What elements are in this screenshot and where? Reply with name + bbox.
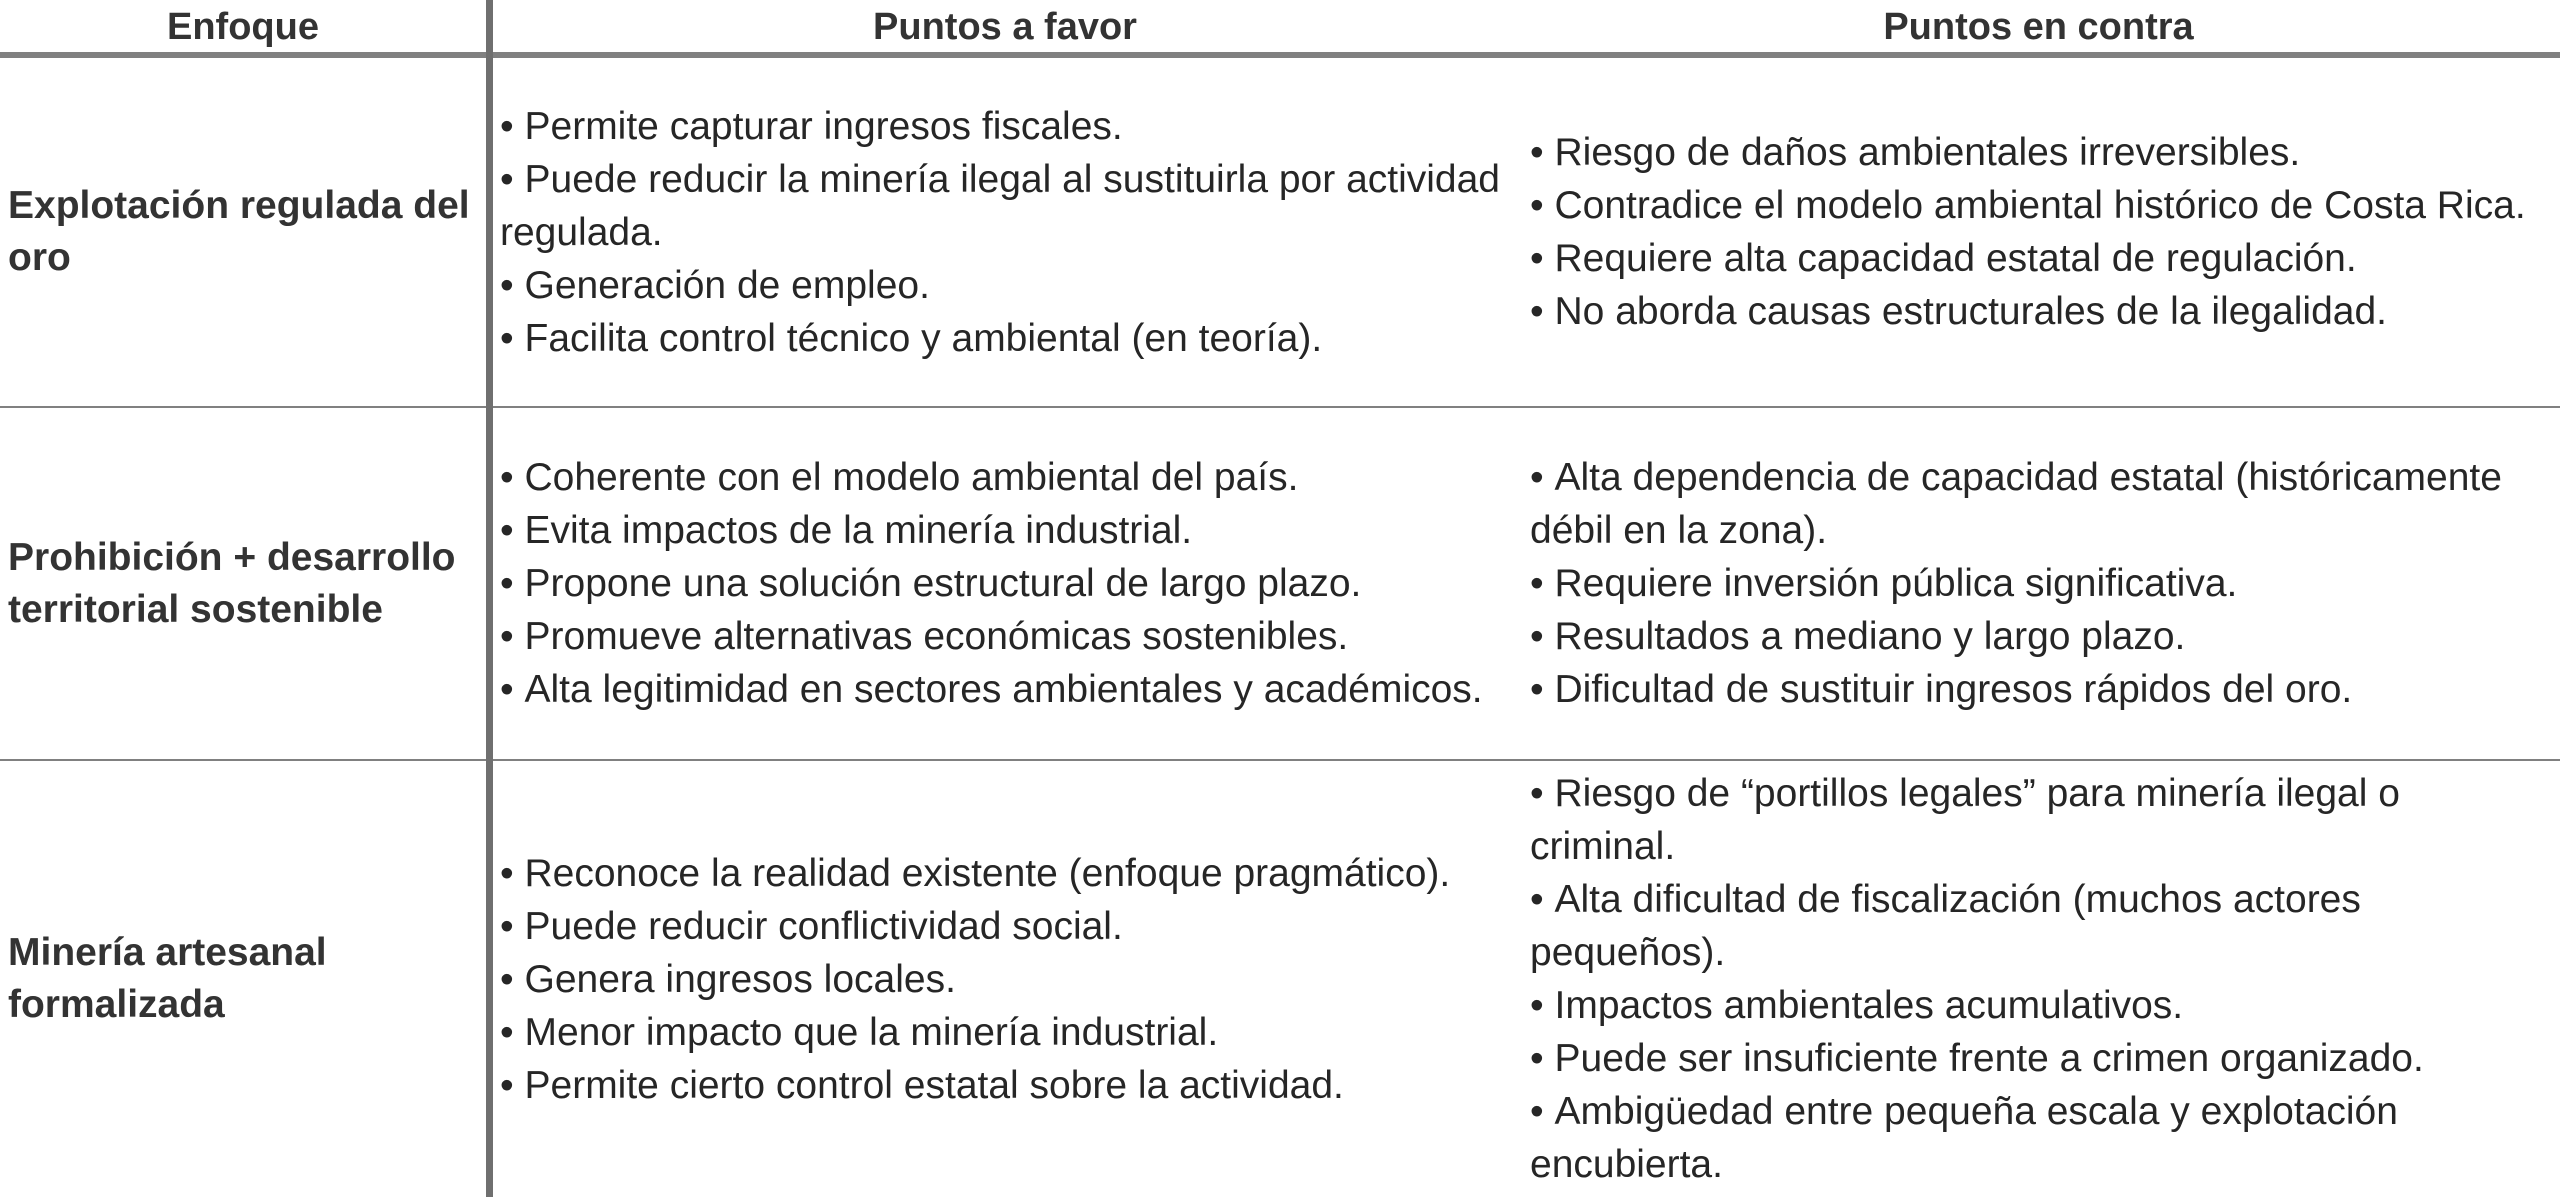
list-item: • Propone una solución estructural de largo plazo. — [500, 557, 1483, 610]
list-item: • Requiere alta capacidad estatal de regulación. — [1530, 232, 2526, 285]
list-item: • Promueve alternativas económicas sostenibles. — [500, 610, 1483, 663]
cons-list — [1530, 767, 2535, 1191]
approach-label: Prohibición + desarrollo territorial sostenible — [8, 535, 456, 631]
column-divider — [486, 0, 493, 1197]
row-cons-1 — [1530, 58, 2535, 406]
row-approach-2 — [8, 408, 478, 759]
list-item: • Puede reducir la minería ilegal al sustituirla por actividad regulada. — [500, 153, 1510, 259]
row-pros-1 — [500, 58, 1510, 406]
row-cons-2 — [1530, 408, 2535, 759]
header-pros: Puntos a favor — [873, 5, 1137, 48]
approach-label: Explotación regulada del oro — [8, 184, 470, 279]
list-item: • Alta dificultad de fiscalización (muchos actores pequeños). — [1530, 873, 2535, 979]
pros-list — [500, 100, 1510, 365]
cons-list — [1530, 451, 2535, 716]
cons-list — [1530, 126, 2526, 338]
list-item: • Permite capturar ingresos fiscales. — [500, 100, 1510, 153]
list-item: • Generación de empleo. — [500, 259, 1510, 312]
row-approach-1 — [8, 58, 478, 406]
list-item: • Ambigüedad entre pequeña escala y explotación encubierta. — [1530, 1085, 2535, 1191]
list-item: • Coherente con el modelo ambiental del país. — [500, 451, 1483, 504]
row-pros-2 — [500, 408, 1510, 759]
list-item: • Alta dependencia de capacidad estatal (históricamente débil en la zona). — [1530, 451, 2535, 557]
pros-list — [500, 847, 1450, 1112]
row-approach-3 — [8, 761, 478, 1197]
list-item: • Requiere inversión pública significativa. — [1530, 557, 2535, 610]
list-item: • Reconoce la realidad existente (enfoque pragmático). — [500, 847, 1450, 900]
header-cons: Puntos en contra — [1883, 5, 2194, 48]
list-item: • No aborda causas estructurales de la ilegalidad. — [1530, 285, 2526, 338]
list-item: • Resultados a mediano y largo plazo. — [1530, 610, 2535, 663]
list-item: • Menor impacto que la minería industrial. — [500, 1006, 1450, 1059]
list-item: • Puede ser insuficiente frente a crimen organizado. — [1530, 1032, 2535, 1085]
header-approach: Enfoque — [167, 5, 319, 48]
approach-label: Minería artesanal formalizada — [8, 931, 327, 1026]
list-item: • Evita impactos de la minería industrial. — [500, 504, 1483, 557]
list-item: • Contradice el modelo ambiental histórico de Costa Rica. — [1530, 179, 2526, 232]
list-item: • Facilita control técnico y ambiental (en teoría). — [500, 312, 1510, 365]
list-item: • Alta legitimidad en sectores ambientales y académicos. — [500, 663, 1483, 716]
list-item: • Dificultad de sustituir ingresos rápidos del oro. — [1530, 663, 2535, 716]
list-item: • Impactos ambientales acumulativos. — [1530, 979, 2535, 1032]
pros-list — [500, 451, 1483, 716]
list-item: • Permite cierto control estatal sobre la actividad. — [500, 1059, 1450, 1112]
list-item: • Genera ingresos locales. — [500, 953, 1450, 1006]
list-item: • Puede reducir conflictividad social. — [500, 900, 1450, 953]
list-item: • Riesgo de daños ambientales irreversibles. — [1530, 126, 2526, 179]
list-item: • Riesgo de “portillos legales” para minería ilegal o criminal. — [1530, 767, 2535, 873]
row-cons-3 — [1530, 761, 2535, 1197]
row-pros-3 — [500, 761, 1510, 1197]
